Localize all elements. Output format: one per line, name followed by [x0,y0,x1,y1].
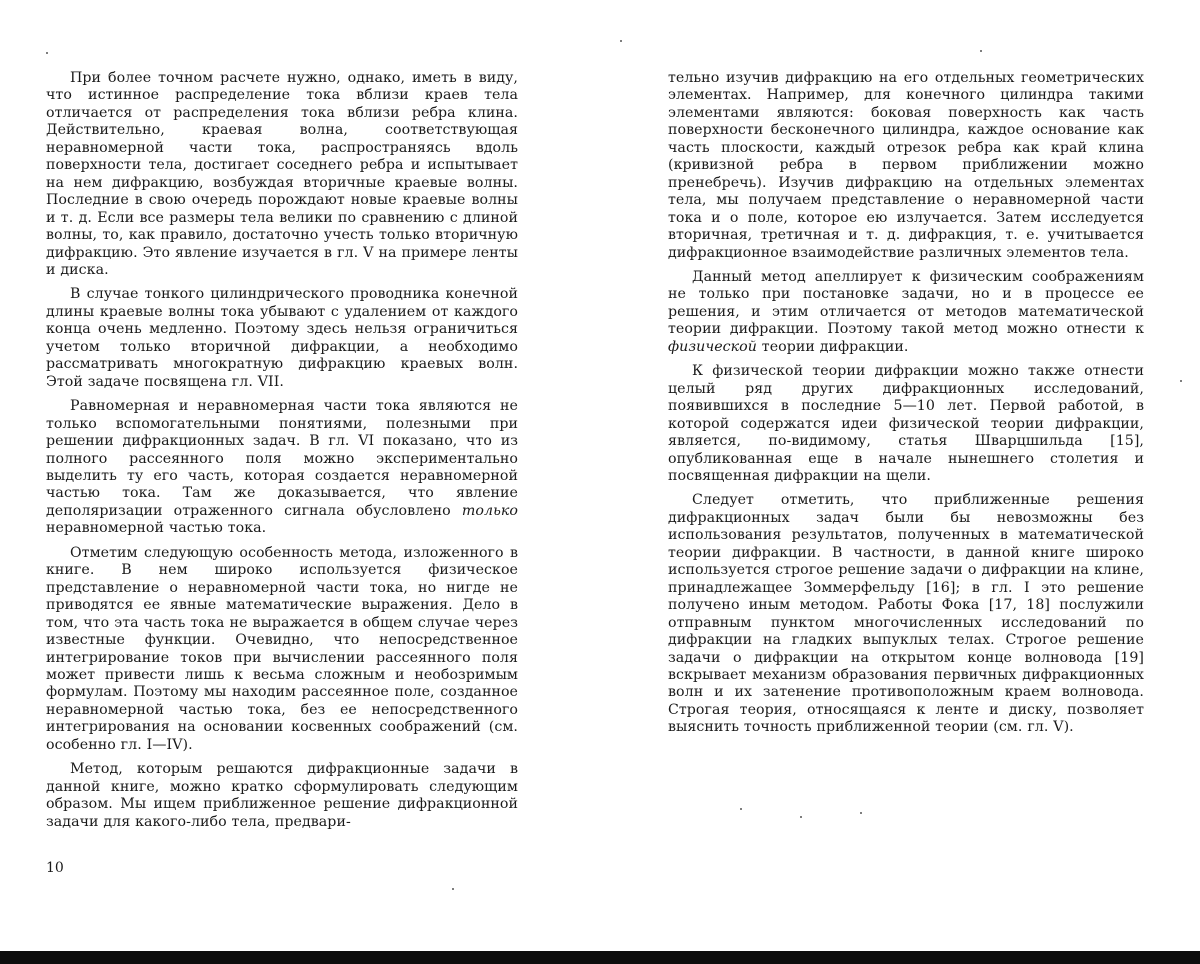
right-paragraph-1: тельно изучив дифракцию на его отдельных геометрических элементах. Например, для конечного цилиндра такими элементами являются: боковая поверхность как часть поверхности бесконечного цилиндра, каждое основание как часть плоскости, каждый отрезок ребра как край клина (кривизной ребра в первом приближении можно пренебречь). Изучив дифракцию на отдельных элементах тела, мы получаем представление о неравномерной части тока и о поле, которое ею излучается. Затем исследуется вторичная, третичная и т. д. дифракция, т. е. учитывается дифракционное взаимодействие различных элементов тела. [668,70,1144,261]
left-paragraph-4: Отметим следующую особенность метода, изложенного в книге. В нем широко используется физическое представление о неравномерной части тока, но нигде не приводятся ее явные математические выражения. Дело в том, что эта часть тока не выражается в общем случае через известные функции. Очевидно, что непосредственное интегрирование токов при вычислении рассеянного поля может привести лишь к весьма сложным и необозримым формулам. Поэтому мы находим рассеянное поле, созданное неравномерной частью тока, без ее непосредственного интегрирования на основании косвенных соображений (см. особенно гл. I—IV). [46,544,518,753]
scan-speck [46,52,48,54]
scan-speck [620,40,622,42]
left-paragraph-3: Равномерная и неравномерная части тока являются не только вспомогательными понятиями, полезными при решении дифракционных задач. В гл. VI показано, что из полного рассеянного поля можно экспериментально выделить ту его часть, которая создается неравномерной частью тока. Там же доказывается, что явление деполяризации отраженного сигнала обусловлено только неравномерной частью тока. [46,398,518,537]
scan-speck [800,816,802,818]
scan-speck [1180,380,1182,382]
page-number: 10 [46,860,64,876]
right-page [668,70,1144,744]
scan-bottom-edge [0,951,1200,964]
right-paragraph-4: Следует отметить, что приближенные решения дифракционных задач были бы невозможны без использования результатов, полученных в математической теории дифракции. В частности, в данной книге широко используется строгое решение задачи о дифракции на клине, принадлежащее Зоммерфельду [16]; в гл. I это решение получено иным методом. Работы Фока [17, 18] послужили отправным пунктом многочисленных исследований по дифракции на гладких выпуклых телах. Строгое решение задачи о дифракции на открытом конце волновода [19] вскрывает механизм образования первичных дифракционных волн и их затенение противоположным краем волновода. Строгая теория, относящаяся к ленте и диску, позволяет выяснить точность приближенной теории (см. гл. V). [668,492,1144,736]
right-paragraph-2: Данный метод апеллирует к физическим соображениям не только при постановке задачи, но и в процессе ее решения, и этим отличается от методов математической теории дифракции. Поэтому такой метод можно отнести к физической теории дифракции. [668,268,1144,355]
left-paragraph-1: При более точном расчете нужно, однако, иметь в виду, что истинное распределение тока вблизи краев тела отличается от распределения тока вблизи ребра клина. Действительно, краевая волна, соответствующая неравномерной части тока, распространяясь вдоль поверхности тела, достигает соседнего ребра и испытывает на нем дифракцию, возбуждая вторичные краевые волны. Последние в свою очередь порождают новые краевые волны и т. д. Если все размеры тела велики по сравнению с длиной волны, то, как правило, достаточно учесть только вторичную дифракцию. Это явление изучается в гл. V на примере ленты и диска. [46,70,518,278]
italic-emphasis: только [461,502,518,519]
scan-speck [980,50,982,52]
right-paragraph-3: К физической теории дифракции можно также отнести целый ряд других дифракционных исследований, появившихся в последние 5—10 лет. Первой работой, в которой содержатся идеи физической теории дифракции, является, по-видимому, статья Шварцшильда [15], опубликованная еще в начале нынешнего столетия и посвященная дифракции на щели. [668,363,1144,484]
left-paragraph-5: Метод, которым решаются дифракционные задачи в данной книге, можно кратко сформулировать следующим образом. Мы ищем приближенное решение дифракционной задачи для какого-либо тела, предвари- [46,761,518,830]
scan-speck [860,812,862,814]
scan-speck [740,808,742,810]
italic-emphasis: физической [668,338,757,355]
left-page [46,70,518,838]
left-paragraph-2: В случае тонкого цилиндрического проводника конечной длины краевые волны тока убывают с удалением от каждого конца очень медленно. Поэтому здесь нельзя ограничиться учетом только вторичной дифракции, а необходимо рассматривать многократную дифракцию краевых волн. Этой задаче посвящена гл. VII. [46,286,518,390]
scan-speck [452,888,454,890]
